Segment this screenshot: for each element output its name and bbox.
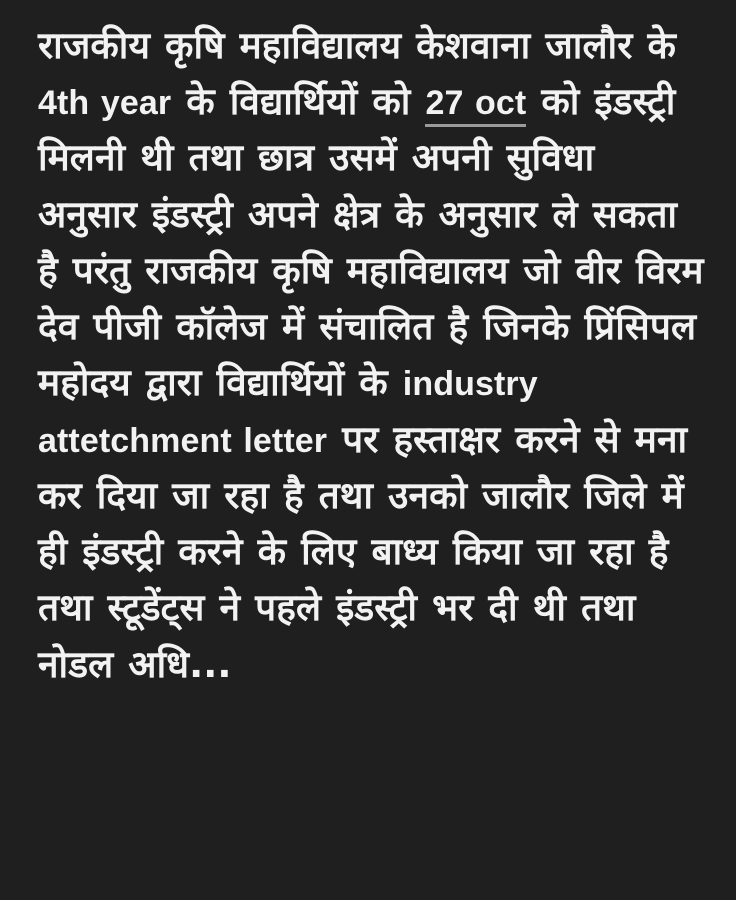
post-text-emphasis: industry attetchment letter	[38, 365, 538, 460]
post-body-text	[38, 18, 706, 693]
bottom-spacer	[0, 838, 736, 900]
post-text-segment: को इंडस्ट्री मिलनी थी तथा छात्र उसमें अपनी सुविधा अनुसार इंडस्ट्री अपने क्षेत्र के अनुसार ले सकता है परंतु राजकीय कृषि महाविद्यालय जो वीर विरम देव पीजी कॉलेज में संचालित है जिनके प्रिंसिपल महोदय द्वारा विद्यार्थियों के	[38, 80, 704, 405]
post-text-segment: पर हस्ताक्षर करने से मना कर दिया जा रहा है तथा उनको जालौर जिले में ही इंडस्ट्री करने के लिए बाध्य किया जा रहा है तथा स्टूडेंट्स ने पहले इंडस्ट्री भर दी थी तथा नोडल अधि...	[38, 417, 688, 686]
post-text-segment: राजकीय कृषि महाविद्यालय केशवाना जालौर के	[38, 24, 676, 67]
post-text-underlined-date: 27 oct	[425, 84, 526, 127]
post-text-segment: के विद्यार्थियों को	[171, 80, 426, 124]
post-text-emphasis: 4th year	[38, 84, 172, 123]
